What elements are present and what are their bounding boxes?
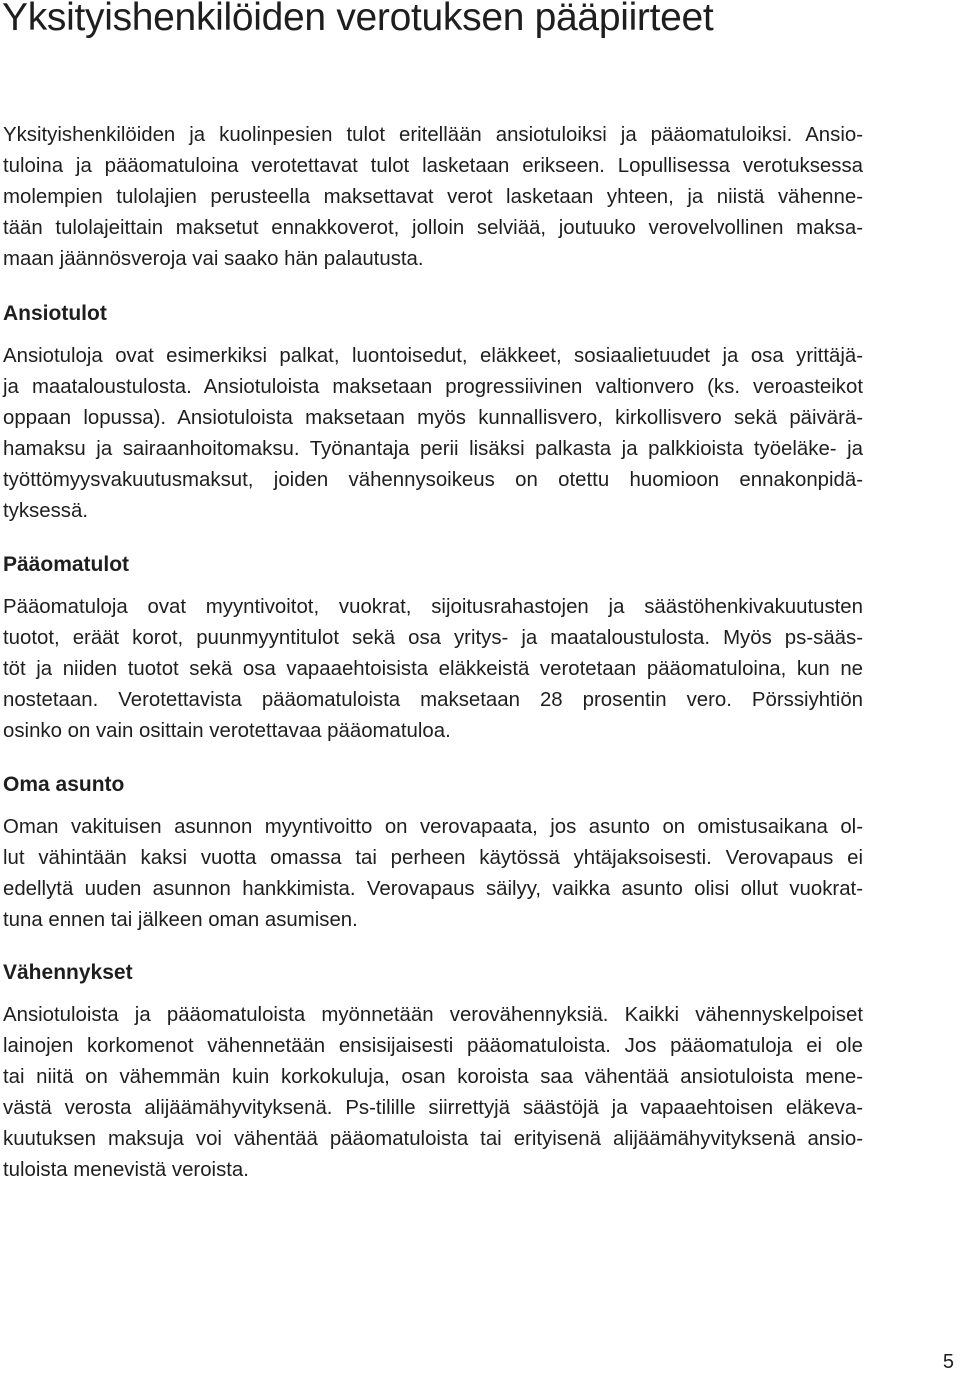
text-line: edellytä uuden asunnon hankkimista. Verovapaus säilyy, vaikka asunto olisi ollut vuokrat- — [3, 878, 863, 901]
text-line: västä verosta alijäämähyvityksenä. Ps-tilille siirrettyjä säästöjä ja vapaaehtoisen eläkeva- — [3, 1097, 863, 1120]
text-line: ja maataloustulosta. Ansiotuloista maksetaan progressiivinen valtionvero (ks. veroasteikot — [3, 376, 863, 399]
intro-paragraph — [3, 120, 863, 275]
text-line: lut vähintään kaksi vuotta omassa tai perheen käytössä yhtäjaksoisesti. Verovapaus ei — [3, 847, 863, 870]
text-line: tuloista menevistä veroista. — [3, 1159, 249, 1182]
text-line: Oman vakituisen asunnon myyntivoitto on verovapaata, jos asunto on omistusaikana ol- — [3, 816, 863, 838]
text-line: maan jäännösveroja vai saako hän palautusta. — [3, 248, 424, 271]
text-line: tään tulolajeittain maksetut ennakkoverot, jolloin selviää, joutuuko verovelvollinen maksa- — [3, 217, 863, 240]
text-line: tyksessä. — [3, 500, 88, 523]
text-line: tuotot, eräät korot, puunmyyntitulot sekä osa yritys- ja maataloustulosta. Myös ps-sääs- — [3, 627, 863, 650]
page-number: 5 — [942, 1351, 954, 1373]
text-line: Yksityishenkilöiden ja kuolinpesien tulot eritellään ansiotuloiksi ja pääomatuloiksi. Ansio- — [3, 124, 863, 146]
section-paragraph-ansiotulot — [3, 341, 863, 528]
section-paragraph-paaomatulot — [3, 592, 863, 747]
text-line: työttömyysvakuutusmaksut, joiden vähennysoikeus on otettu huomioon ennakonpidä- — [3, 469, 863, 492]
text-line: hamaksu ja sairaanhoitomaksu. Työnantaja perii lisäksi palkasta ja palkkioista työeläke- ja — [3, 438, 863, 461]
section-heading-paaomatulot: Pääomatulot — [3, 553, 130, 576]
section-paragraph-oma-asunto — [3, 812, 863, 936]
text-line: tai niitä on vähemmän kuin korkokuluja, osan koroista saa vähentää ansiotuloista mene- — [3, 1066, 863, 1089]
section-heading-oma-asunto: Oma asunto — [3, 773, 125, 796]
page-title: Yksityishenkilöiden verotuksen pääpiirteet — [2, 0, 714, 39]
text-line: Ansiotuloista ja pääomatuloista myönnetään verovähennyksiä. Kaikki vähennyskelpoiset — [3, 1004, 863, 1026]
text-line: Ansiotuloja ovat esimerkiksi palkat, luontoisedut, eläkkeet, sosiaalietuudet ja osa yrittäjä- — [3, 345, 863, 367]
text-line: Pääomatuloja ovat myyntivoitot, vuokrat, sijoitusrahastojen ja säästöhenkivakuutusten — [3, 596, 863, 618]
text-line: lainojen korkomenot vähennetään ensisijaisesti pääomatuloista. Jos pääomatuloja ei ole — [3, 1035, 863, 1058]
text-line: nostetaan. Verotettavista pääomatuloista maksetaan 28 prosentin vero. Pörssiyhtiön — [3, 689, 863, 712]
text-line: oppaan lopussa). Ansiotuloista maksetaan myös kunnallisvero, kirkollisvero sekä päivärä- — [3, 407, 863, 430]
text-line: töt ja niiden tuotot sekä osa vapaaehtoisista eläkkeistä verotetaan pääomatuloina, kun ne — [3, 658, 863, 681]
section-heading-ansiotulot: Ansiotulot — [3, 302, 107, 325]
text-line: kuutuksen maksuja voi vähentää pääomatuloista tai erityisenä alijäämähyvityksenä ansio- — [3, 1128, 863, 1151]
text-line: tuna ennen tai jälkeen oman asumisen. — [3, 909, 358, 932]
section-heading-vahennykset: Vähennykset — [3, 961, 133, 984]
text-line: molempien tulolajien perusteella maksettavat verot lasketaan yhteen, ja niistä vähenne- — [3, 186, 863, 209]
section-paragraph-vahennykset — [3, 1000, 863, 1187]
text-line: tuloina ja pääomatuloina verotettavat tulot lasketaan erikseen. Lopullisessa verotuksessa — [3, 155, 863, 178]
text-line: osinko on vain osittain verotettavaa pääomatuloa. — [3, 720, 451, 743]
